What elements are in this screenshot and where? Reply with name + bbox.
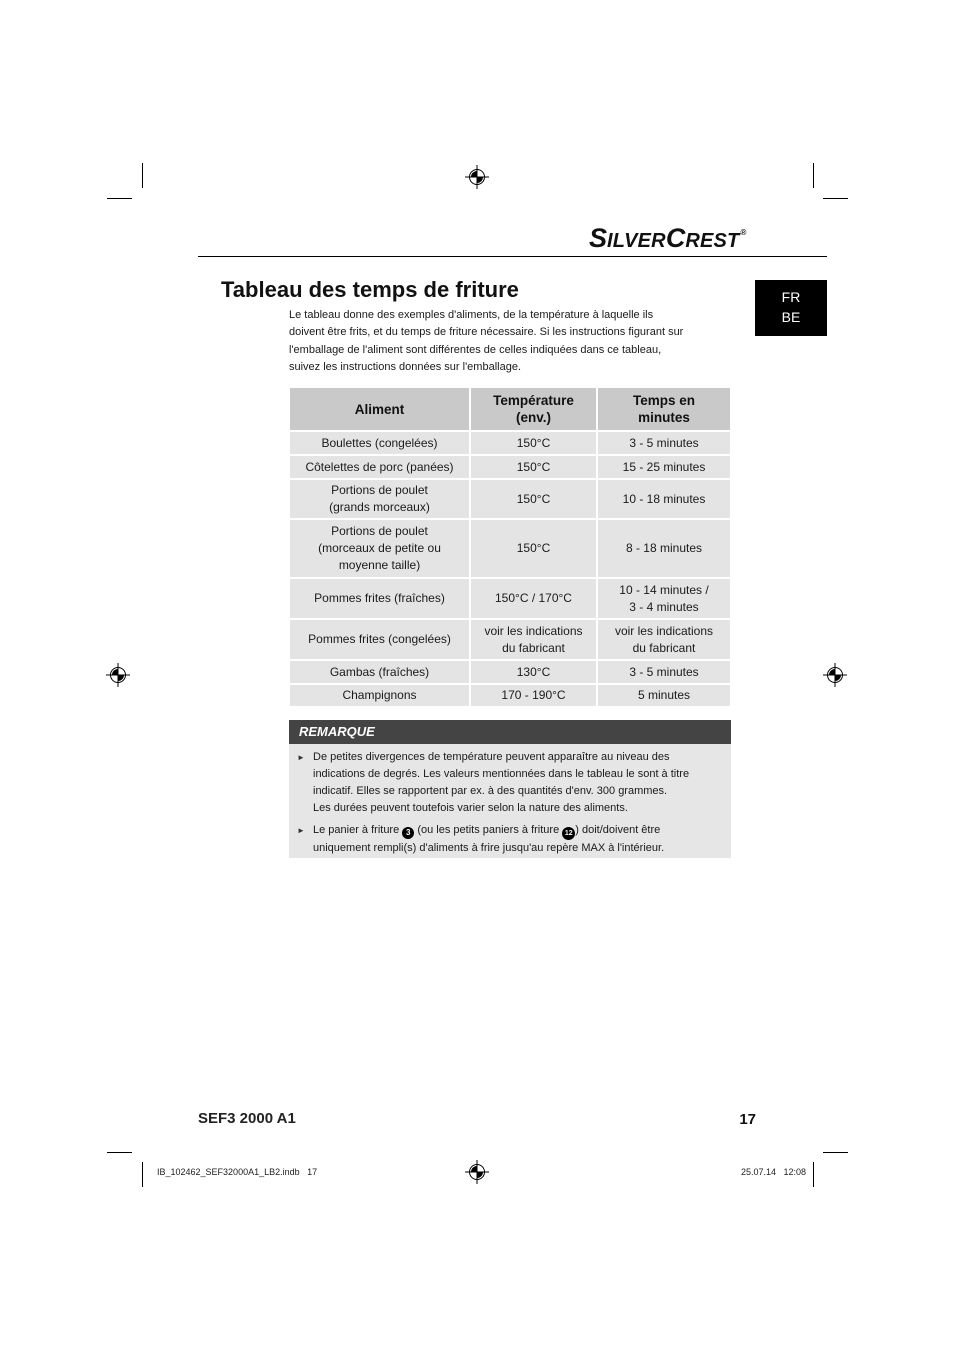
crop-mark	[823, 198, 848, 199]
cell-temperature: 130°C	[471, 661, 596, 683]
bullet-arrow-icon: ►	[297, 752, 305, 762]
cell-temps: 8 - 18 minutes	[598, 520, 730, 577]
cell-temperature: voir les indications du fabricant	[471, 620, 596, 659]
cell-temperature: 150°C	[471, 520, 596, 577]
cell-temps: 10 - 14 minutes / 3 - 4 minutes	[598, 579, 730, 618]
header-temperature: Température (env.)	[471, 388, 596, 430]
remark-line	[313, 822, 664, 840]
remark-box	[289, 720, 731, 858]
logo-letter: C	[665, 223, 686, 253]
intro-paragraph	[289, 307, 683, 376]
model-number: SEF3 2000 A1	[198, 1110, 296, 1127]
remark-text: (ou les petits paniers à friture	[417, 823, 560, 836]
cell-temperature: 170 - 190°C	[471, 685, 596, 706]
cell-temperature: 150°C / 170°C	[471, 579, 596, 618]
intro-line: Le tableau donne des exemples d'aliments, de la température à laquelle ils	[289, 309, 654, 321]
registration-mark	[823, 663, 847, 687]
language-tab	[755, 280, 827, 336]
cell-temps: 3 - 5 minutes	[598, 661, 730, 683]
remark-heading: REMARQUE	[289, 720, 731, 744]
remark-line: uniquement rempli(s) d'aliments à frire jusqu'au repère MAX à l'intérieur.	[313, 841, 665, 854]
header-rule	[198, 256, 827, 257]
cell-aliment: Gambas (fraîches)	[290, 661, 469, 683]
cell-temps: voir les indications du fabricant	[598, 620, 730, 659]
frying-times-table	[290, 388, 730, 706]
cell-aliment: Portions de poulet (grands morceaux)	[290, 480, 469, 518]
cell-aliment: Pommes frites (congelées)	[290, 620, 469, 659]
page-number: 17	[739, 1111, 756, 1128]
remark-line: Les durées peuvent toutefois varier selon la nature des aliments.	[313, 802, 628, 815]
remark-body	[289, 744, 731, 858]
header-aliment: Aliment	[290, 388, 469, 430]
cell-temps: 15 - 25 minutes	[598, 456, 730, 478]
language-code: FR	[781, 289, 801, 305]
crop-mark	[813, 163, 814, 188]
cell-aliment: Portions de poulet (morceaux de petite ou moyenne taille)	[290, 520, 469, 577]
logo-letters: REST	[685, 230, 740, 252]
cell-aliment: Côtelettes de porc (panées)	[290, 456, 469, 478]
logo-letters: ILVER	[607, 230, 666, 252]
cell-temps: 5 minutes	[598, 685, 730, 706]
remark-line: indications de degrés. Les valeurs mentionnées dans le tableau le sont à titre	[313, 767, 690, 780]
remark-line: De petites divergences de température peuvent apparaître au niveau des	[313, 750, 670, 763]
cell-temps: 10 - 18 minutes	[598, 480, 730, 518]
intro-line: doivent être frits, et du temps de friture nécessaire. Si les instructions figurant sur	[289, 326, 684, 339]
crop-mark	[823, 1152, 848, 1153]
cell-aliment: Boulettes (congelées)	[290, 432, 469, 454]
crop-mark	[142, 163, 143, 188]
registration-mark	[106, 663, 130, 687]
logo-letter: S	[589, 223, 608, 253]
registration-mark	[465, 1160, 489, 1184]
part-number-badge: 12	[562, 827, 575, 840]
crop-mark	[107, 198, 132, 199]
remark-item-text	[313, 749, 689, 818]
crop-mark	[813, 1162, 814, 1187]
remark-item-text	[313, 822, 664, 857]
cell-aliment: Pommes frites (fraîches)	[290, 579, 469, 618]
page-title: Tableau des temps de friture	[221, 277, 519, 302]
header-temps: Temps en minutes	[598, 388, 730, 430]
crop-mark	[142, 1162, 143, 1187]
intro-line: l'emballage de l'aliment sont différentes de celles indiquées dans ce tableau,	[289, 343, 662, 356]
cell-aliment: Champignons	[290, 685, 469, 706]
cell-temperature: 150°C	[471, 432, 596, 454]
cell-temperature: 150°C	[471, 456, 596, 478]
bullet-arrow-icon: ►	[297, 825, 305, 835]
remark-line: indicatif. Elles se rapportent par ex. à des quantités d'env. 300 grammes.	[313, 784, 668, 797]
part-number-badge: 3	[402, 827, 414, 839]
language-code: BE	[781, 309, 801, 325]
print-file-info: IB_102462_SEF32000A1_LB2.indb 17	[157, 1167, 318, 1177]
remark-text: ) doit/doivent être	[575, 823, 661, 836]
print-date-info: 25.07.14 12:08	[740, 1167, 806, 1177]
cell-temperature: 150°C	[471, 480, 596, 518]
registered-mark: ®	[740, 228, 747, 237]
registration-mark	[465, 165, 489, 189]
brand-logo	[589, 216, 747, 253]
cell-temps: 3 - 5 minutes	[598, 432, 730, 454]
crop-mark	[107, 1152, 132, 1153]
remark-text: Le panier à friture	[313, 823, 400, 836]
intro-line: suivez les instructions données sur l'emballage.	[289, 360, 521, 373]
